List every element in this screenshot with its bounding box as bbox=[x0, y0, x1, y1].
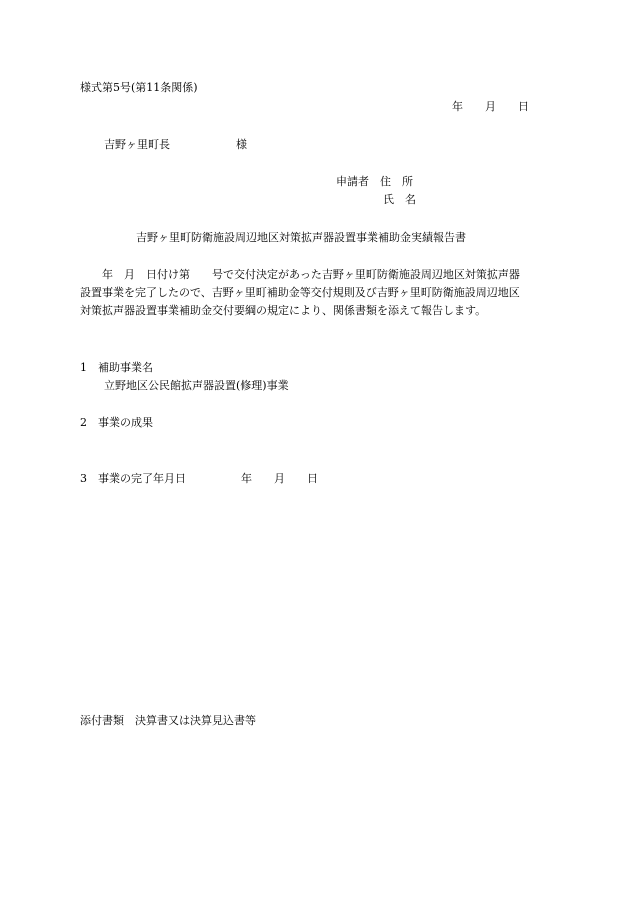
applicant-address: 申請者 住 所 bbox=[336, 175, 413, 188]
item-2-label: 2 事業の成果 bbox=[80, 416, 153, 429]
applicant-name: 氏 名 bbox=[383, 193, 416, 206]
body-line: 対策拡声器設置事業補助金交付要綱の規定により、関係書類を添えて報告します。 bbox=[80, 304, 487, 317]
item-1-value: 立野地区公民館拡声器設置(修理)事業 bbox=[104, 379, 289, 392]
document-title: 吉野ヶ里町防衛施設周辺地区対策拡声器設置事業補助金実績報告書 bbox=[136, 231, 466, 244]
attachments-line: 添付書類 決算書又は決算見込書等 bbox=[80, 714, 256, 727]
addressee: 吉野ヶ里町長 様 bbox=[104, 138, 247, 151]
item-1-label: 1 補助事業名 bbox=[80, 361, 153, 374]
body-line: 設置事業を完了したので、吉野ヶ里町補助金等交付規則及び吉野ヶ里町防衛施設周辺地区 bbox=[80, 286, 520, 299]
item-3-label: 3 事業の完了年月日 年 月 日 bbox=[80, 472, 318, 485]
date-line: 年 月 日 bbox=[452, 100, 529, 113]
form-number: 様式第5号(第11条関係) bbox=[80, 81, 198, 94]
body-line: 年 月 日付け第 号で交付決定があった吉野ヶ里町防衛施設周辺地区対策拡声器 bbox=[80, 268, 520, 281]
